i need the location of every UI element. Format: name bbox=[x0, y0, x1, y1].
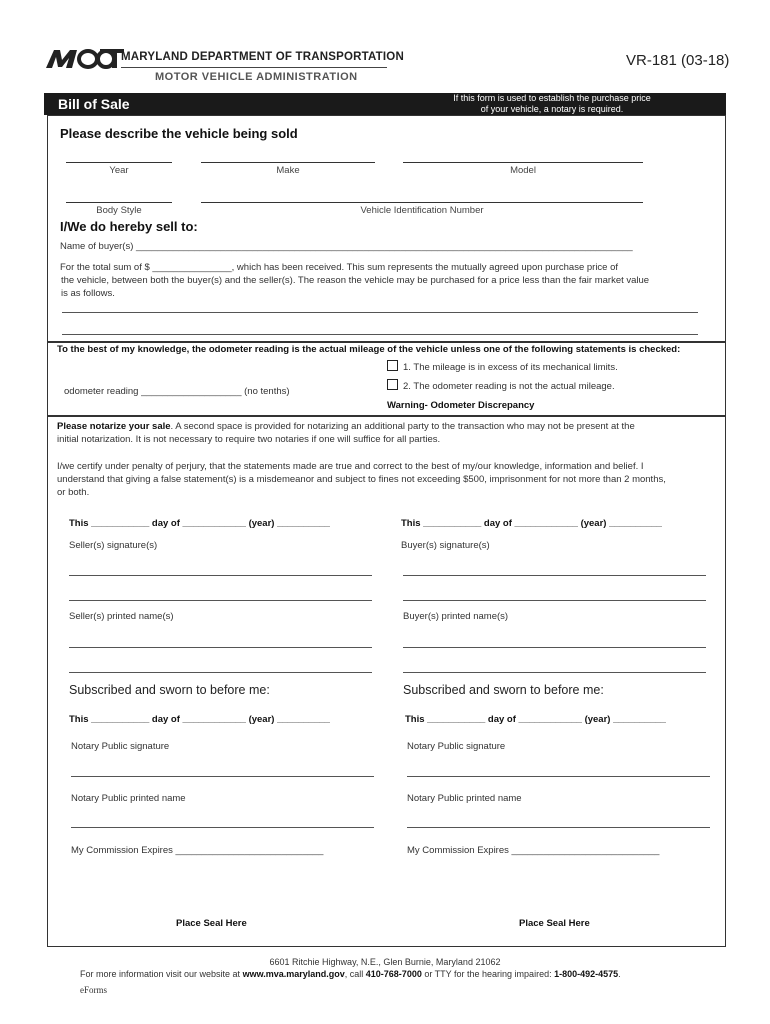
notary-requirement-note: If this form is used to establish the purchase price of your vehicle, a notary is required. bbox=[453, 93, 651, 114]
body-style-label: Body Style bbox=[96, 205, 142, 216]
vin-field[interactable] bbox=[201, 202, 643, 203]
odometer-statement: To the best of my knowledge, the odometer reading is the actual mileage of the vehicle unless one of the following statements is checked: bbox=[57, 344, 681, 355]
website-link[interactable]: www.mva.maryland.gov bbox=[242, 969, 345, 979]
vehicle-heading: Please describe the vehicle being sold bbox=[60, 126, 298, 141]
agency-name: MOTOR VEHICLE ADMINISTRATION bbox=[155, 71, 358, 83]
buyer-printed-line-1[interactable] bbox=[403, 647, 706, 648]
buyer-printed-line-2[interactable] bbox=[403, 672, 706, 673]
buyer-notary-signature-line[interactable] bbox=[407, 776, 710, 777]
seller-notary-signature-line[interactable] bbox=[71, 776, 374, 777]
seller-notary-printed-line[interactable] bbox=[71, 827, 374, 828]
seller-seal-label: Place Seal Here bbox=[176, 918, 247, 929]
buyer-signature-line-1[interactable] bbox=[403, 575, 706, 576]
vin-label: Vehicle Identification Number bbox=[360, 205, 484, 216]
certification-text: I/we certify under penalty of perjury, that the statements made are true and correct to the best of my/our knowledge, information and belief. I understand that giving a false statement(s) is a misdemeanor and subject to fines not exceeding $500, imprisonment for not more than 2 months, or both. bbox=[57, 461, 666, 498]
buyer-commission-field[interactable]: My Commission Expires ____________________________ bbox=[407, 845, 660, 856]
body-style-field[interactable] bbox=[66, 202, 172, 203]
buyer-date-field[interactable]: This ___________ day of ____________ (year) __________ bbox=[401, 518, 662, 529]
notarize-instructions: Please notarize your sale. A second space is provided for notarizing an additional party to the transaction who may not be present at the initial notarization. It is not necessary to require two notaries if one will suffice for all parties. bbox=[57, 421, 635, 445]
seller-notary-printed-label: Notary Public printed name bbox=[71, 793, 186, 804]
buyer-printed-label: Buyer(s) printed name(s) bbox=[403, 611, 509, 622]
odometer-option-2[interactable]: 2. The odometer reading is not the actual mileage. bbox=[387, 379, 615, 393]
seller-printed-line-1[interactable] bbox=[69, 647, 372, 648]
footer-info: For more information visit our website at www.mva.maryland.gov, call 410-768-7000 or TTY for the hearing impaired: 1-800-492-4575. bbox=[80, 969, 621, 979]
checkbox-not-actual-mileage[interactable] bbox=[387, 379, 398, 390]
year-field[interactable] bbox=[66, 162, 172, 163]
form-title: Bill of Sale bbox=[58, 96, 130, 112]
buyer-notary-date-field[interactable]: This ___________ day of ____________ (year) __________ bbox=[405, 714, 666, 725]
checkbox-mechanical-limits[interactable] bbox=[387, 360, 398, 371]
buyer-notary-printed-label: Notary Public printed name bbox=[407, 793, 522, 804]
seller-printed-label: Seller(s) printed name(s) bbox=[69, 611, 174, 622]
footer-address: 6601 Ritchie Highway, N.E., Glen Burnie, Maryland 21062 bbox=[269, 957, 501, 967]
year-label: Year bbox=[109, 165, 129, 176]
buyer-notary-signature-label: Notary Public signature bbox=[407, 741, 506, 752]
seller-notary-signature-label: Notary Public signature bbox=[71, 741, 170, 752]
seller-printed-line-2[interactable] bbox=[69, 672, 372, 673]
seller-commission-field[interactable]: My Commission Expires ____________________________ bbox=[71, 845, 324, 856]
odometer-warning: Warning- Odometer Discrepancy bbox=[387, 400, 535, 411]
reason-line-1[interactable] bbox=[62, 312, 698, 313]
header-rule bbox=[121, 67, 387, 68]
model-field[interactable] bbox=[403, 162, 643, 163]
sell-heading: I/We do hereby sell to: bbox=[60, 219, 198, 234]
seller-notary-date-field[interactable]: This ___________ day of ____________ (year) __________ bbox=[69, 714, 330, 725]
seller-signature-line-1[interactable] bbox=[69, 575, 372, 576]
buyer-notary-printed-line[interactable] bbox=[407, 827, 710, 828]
buyer-signature-label: Buyer(s) signature(s) bbox=[401, 540, 490, 551]
eforms-mark: eForms bbox=[80, 985, 107, 995]
make-field[interactable] bbox=[201, 162, 375, 163]
buyer-signature-line-2[interactable] bbox=[403, 600, 706, 601]
seller-signature-line-2[interactable] bbox=[69, 600, 372, 601]
form-number: VR-181 (03-18) bbox=[626, 52, 730, 69]
purchase-sum-text: For the total sum of $ _______________, which has been received. This sum represents the mutually agreed upon purchase price of the vehicle, between both the buyer(s) and the seller(s). The reason the vehicle may be purchased for a price less than the fair market value is as follows. bbox=[60, 262, 650, 299]
buyer-sworn-heading: Subscribed and sworn to before me: bbox=[403, 683, 604, 697]
model-label: Model bbox=[510, 165, 536, 176]
make-label: Make bbox=[276, 165, 300, 176]
phone-number: 410-768-7000 bbox=[365, 969, 422, 979]
seller-date-field[interactable]: This ___________ day of ____________ (year) __________ bbox=[69, 518, 330, 529]
reason-line-2[interactable] bbox=[62, 334, 698, 335]
mdot-logo bbox=[44, 46, 124, 70]
seller-sworn-heading: Subscribed and sworn to before me: bbox=[69, 683, 270, 697]
buyer-seal-label: Place Seal Here bbox=[519, 918, 590, 929]
buyer-name-field[interactable]: Name of buyer(s) ______________________________________________________________________________________________ bbox=[60, 241, 633, 252]
odometer-option-1[interactable]: 1. The mileage is in excess of its mechanical limits. bbox=[387, 360, 618, 374]
tty-number: 1-800-492-4575 bbox=[554, 969, 619, 979]
odometer-reading-field[interactable]: odometer reading ___________________ (no tenths) bbox=[64, 386, 290, 397]
department-name: MARYLAND DEPARTMENT OF TRANSPORTATION bbox=[121, 51, 404, 63]
seller-signature-label: Seller(s) signature(s) bbox=[69, 540, 158, 551]
